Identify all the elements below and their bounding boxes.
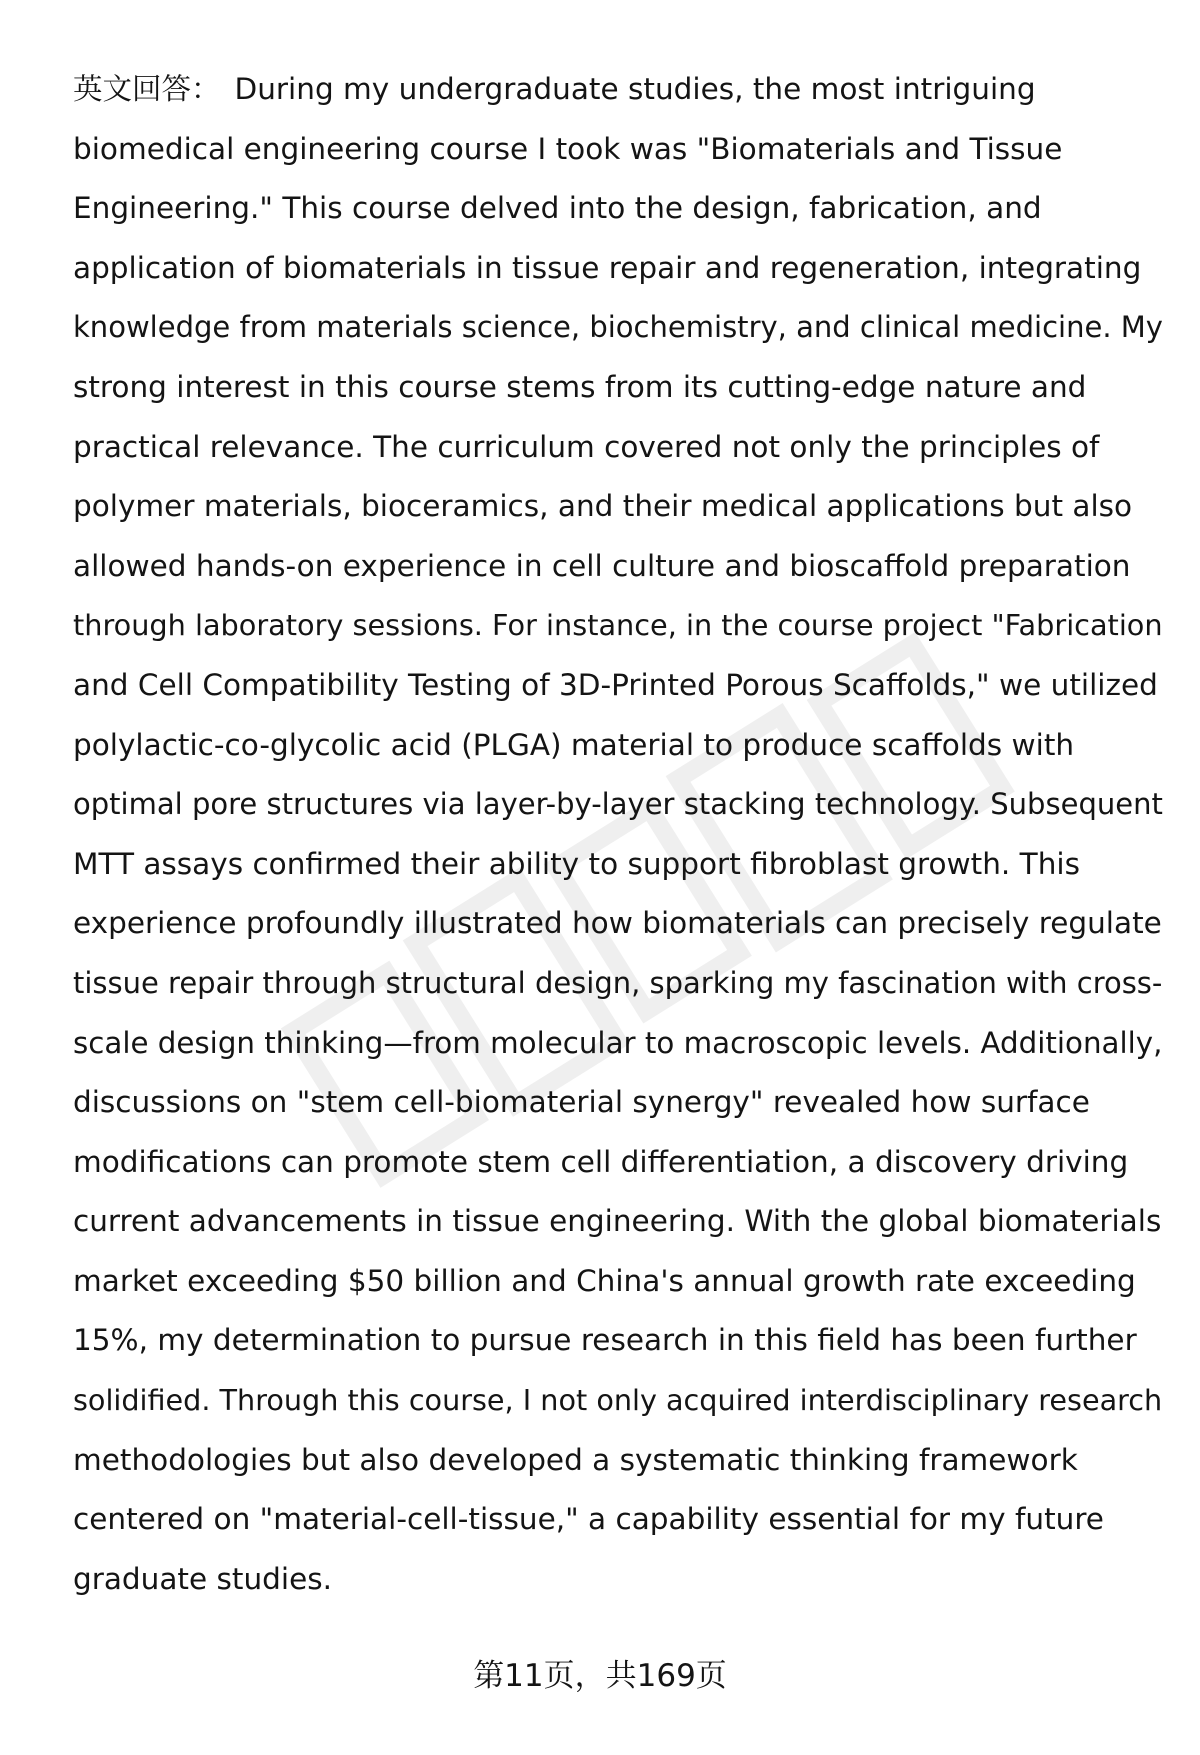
answer-line: through laboratory sessions. For instance, in the course project "Fabrication — [73, 608, 1163, 643]
answer-line: strong interest in this course stems from its cutting-edge nature and — [73, 369, 1087, 404]
answer-line: current advancements in tissue engineering. With the global biomaterials — [73, 1204, 1162, 1239]
answer-line: modifications can promote stem cell differentiation, a discovery driving — [73, 1144, 1129, 1179]
answer-line: experience profoundly illustrated how biomaterials can precisely regulate — [73, 906, 1162, 941]
answer-line: Engineering." This course delved into the design, fabrication, and — [73, 191, 1042, 226]
answer-line: polylactic-co-glycolic acid (PLGA) material to produce scaffolds with — [73, 727, 1075, 762]
page-number-footer: 第11页，共169页 — [473, 1658, 727, 1694]
answer-line-text: During my undergraduate studies, the most intriguing — [234, 72, 1036, 106]
answer-line: application of biomaterials in tissue repair and regeneration, integrating — [73, 250, 1142, 285]
answer-label: 英文回答： — [73, 72, 221, 106]
answer-line: solidified. Through this course, I not only acquired interdisciplinary research — [73, 1383, 1163, 1418]
answer-line: 15%, my determination to pursue research in this field has been further — [73, 1323, 1137, 1358]
answer-paragraph — [73, 60, 1163, 1609]
answer-line: MTT assays confirmed their ability to support fibroblast growth. This — [73, 846, 1080, 881]
answer-line: methodologies but also developed a systematic thinking framework — [73, 1442, 1078, 1477]
answer-line — [73, 60, 1163, 120]
answer-line: graduate studies. — [73, 1561, 332, 1596]
answer-line: polymer materials, bioceramics, and their medical applications but also — [73, 489, 1133, 524]
answer-line: allowed hands-on experience in cell culture and bioscaffold preparation — [73, 548, 1131, 583]
answer-line: discussions on "stem cell-biomaterial synergy" revealed how surface — [73, 1085, 1090, 1120]
answer-line: centered on "material-cell-tissue," a capability essential for my future — [73, 1502, 1104, 1537]
answer-line: market exceeding $50 billion and China's annual growth rate exceeding — [73, 1263, 1136, 1298]
answer-line: optimal pore structures via layer-by-layer stacking technology. Subsequent — [73, 787, 1163, 822]
answer-line: and Cell Compatibility Testing of 3D-Printed Porous Scaffolds," we utilized — [73, 667, 1158, 702]
answer-line: tissue repair through structural design, sparking my fascination with cross- — [73, 965, 1163, 1000]
answer-line: knowledge from materials science, biochemistry, and clinical medicine. My — [73, 310, 1163, 345]
answer-line: biomedical engineering course I took was "Biomaterials and Tissue — [73, 131, 1063, 166]
answer-line: practical relevance. The curriculum covered not only the principles of — [73, 429, 1100, 464]
answer-line: scale design thinking—from molecular to macroscopic levels. Additionally, — [73, 1025, 1163, 1060]
